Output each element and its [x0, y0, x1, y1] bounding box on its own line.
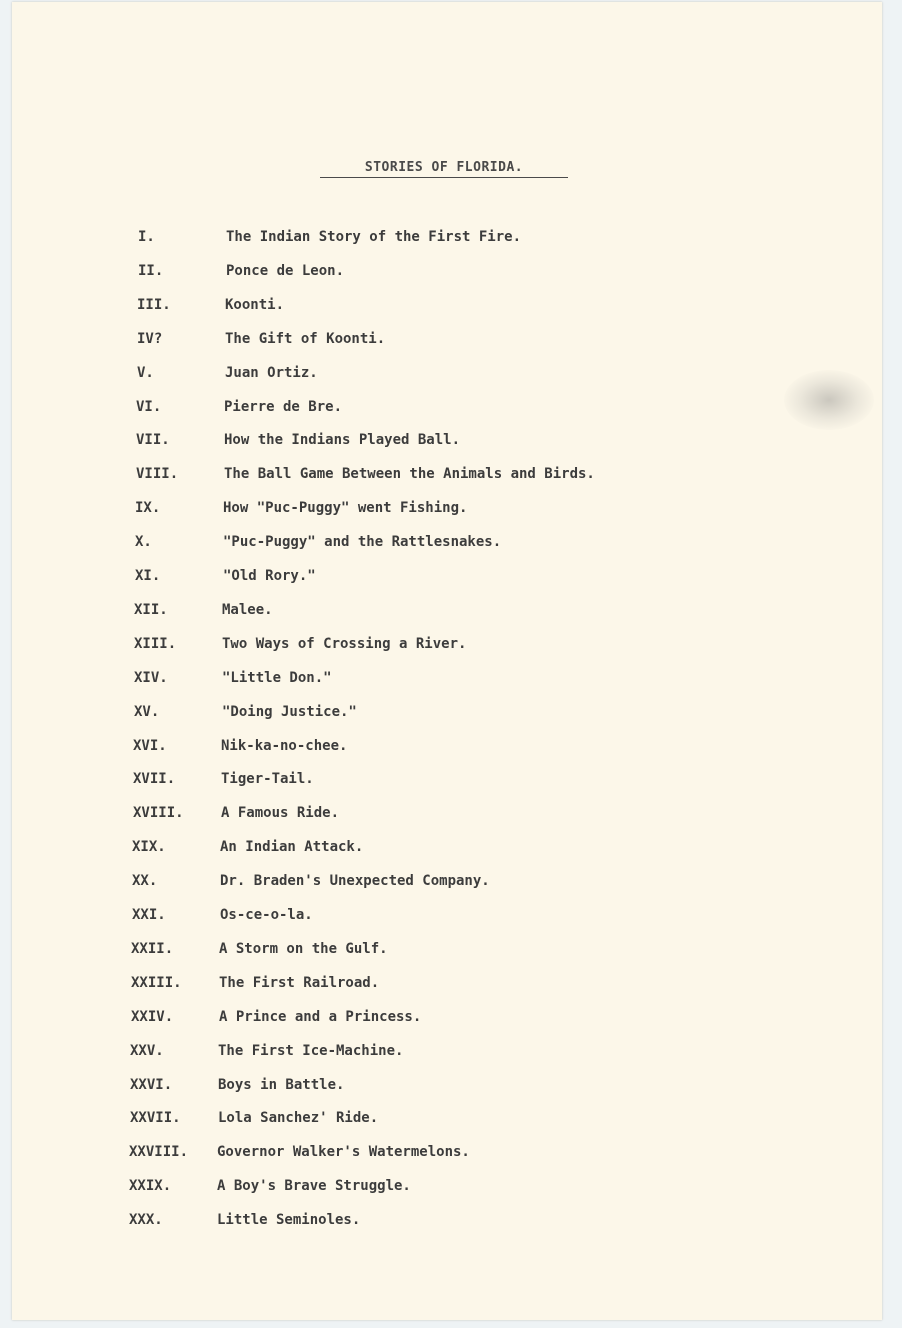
entry-title: A Storm on the Gulf.	[219, 941, 388, 957]
entry-title: Koonti.	[225, 297, 285, 313]
entry-title: How "Puc-Puggy" went Fishing.	[223, 500, 468, 516]
entry-number: XIV.	[134, 670, 168, 686]
entry-number: XV.	[134, 704, 160, 720]
entry-title: The Indian Story of the First Fire.	[226, 229, 522, 245]
entry-title: A Boy's Brave Struggle.	[217, 1178, 411, 1194]
entry-title: The First Railroad.	[219, 975, 380, 991]
entry-title: Governor Walker's Watermelons.	[217, 1144, 470, 1160]
entry-title: Boys in Battle.	[218, 1077, 345, 1093]
entry-title: The First Ice-Machine.	[218, 1043, 404, 1059]
entry-number: VI.	[136, 399, 162, 415]
entry-title: "Puc-Puggy" and the Rattlesnakes.	[223, 534, 502, 550]
entry-title: Little Seminoles.	[217, 1212, 361, 1228]
entry-number: XI.	[135, 568, 161, 584]
entry-title: Tiger-Tail.	[221, 771, 314, 787]
entry-number: XXI.	[132, 907, 166, 923]
entry-number: XVII.	[133, 771, 176, 787]
entry-number: III.	[137, 297, 171, 313]
entry-title: The Ball Game Between the Animals and Birds.	[224, 466, 595, 482]
entry-number: XXIX.	[129, 1178, 172, 1194]
entry-number: XXIV.	[131, 1009, 174, 1025]
entry-number: XXVI.	[130, 1077, 173, 1093]
entry-title: An Indian Attack.	[220, 839, 364, 855]
entry-title: Ponce de Leon.	[226, 263, 345, 279]
entry-number: XXX.	[129, 1212, 163, 1228]
entry-number: XIII.	[134, 636, 177, 652]
entry-number: XX.	[132, 873, 158, 889]
entry-number: XXIII.	[131, 975, 182, 991]
entry-number: V.	[137, 365, 154, 381]
entry-title: Lola Sanchez' Ride.	[218, 1110, 379, 1126]
entry-number: XXII.	[131, 941, 174, 957]
entry-number: XVI.	[133, 738, 167, 754]
entry-number: XXVII.	[130, 1110, 181, 1126]
entry-number: XXV.	[130, 1043, 164, 1059]
entry-title: How the Indians Played Ball.	[224, 432, 461, 448]
entry-title: Malee.	[222, 602, 273, 618]
entry-number: I.	[138, 229, 155, 245]
document-page	[12, 2, 882, 1320]
entry-number: XII.	[134, 602, 168, 618]
entry-title: Two Ways of Crossing a River.	[222, 636, 467, 652]
entry-number: II.	[138, 263, 164, 279]
entry-title: "Little Don."	[222, 670, 332, 686]
document-title: STORIES OF FLORIDA.	[320, 160, 568, 178]
ink-smudge	[784, 370, 874, 430]
entry-number: X.	[135, 534, 152, 550]
entry-title: A Prince and a Princess.	[219, 1009, 422, 1025]
entry-title: Pierre de Bre.	[224, 399, 343, 415]
entry-number: IV?	[137, 331, 163, 347]
entry-title: A Famous Ride.	[221, 805, 340, 821]
entry-number: VII.	[136, 432, 170, 448]
entry-title: "Old Rory."	[223, 568, 316, 584]
entry-title: The Gift of Koonti.	[225, 331, 386, 347]
entry-number: XVIII.	[133, 805, 184, 821]
entry-title: Dr. Braden's Unexpected Company.	[220, 873, 490, 889]
entry-title: Juan Ortiz.	[225, 365, 318, 381]
entry-title: Os-ce-o-la.	[220, 907, 313, 923]
entry-number: XXVIII.	[129, 1144, 189, 1160]
entry-title: "Doing Justice."	[222, 704, 357, 720]
entry-number: XIX.	[132, 839, 166, 855]
entry-number: VIII.	[136, 466, 179, 482]
entry-number: IX.	[135, 500, 161, 516]
entry-title: Nik-ka-no-chee.	[221, 738, 348, 754]
